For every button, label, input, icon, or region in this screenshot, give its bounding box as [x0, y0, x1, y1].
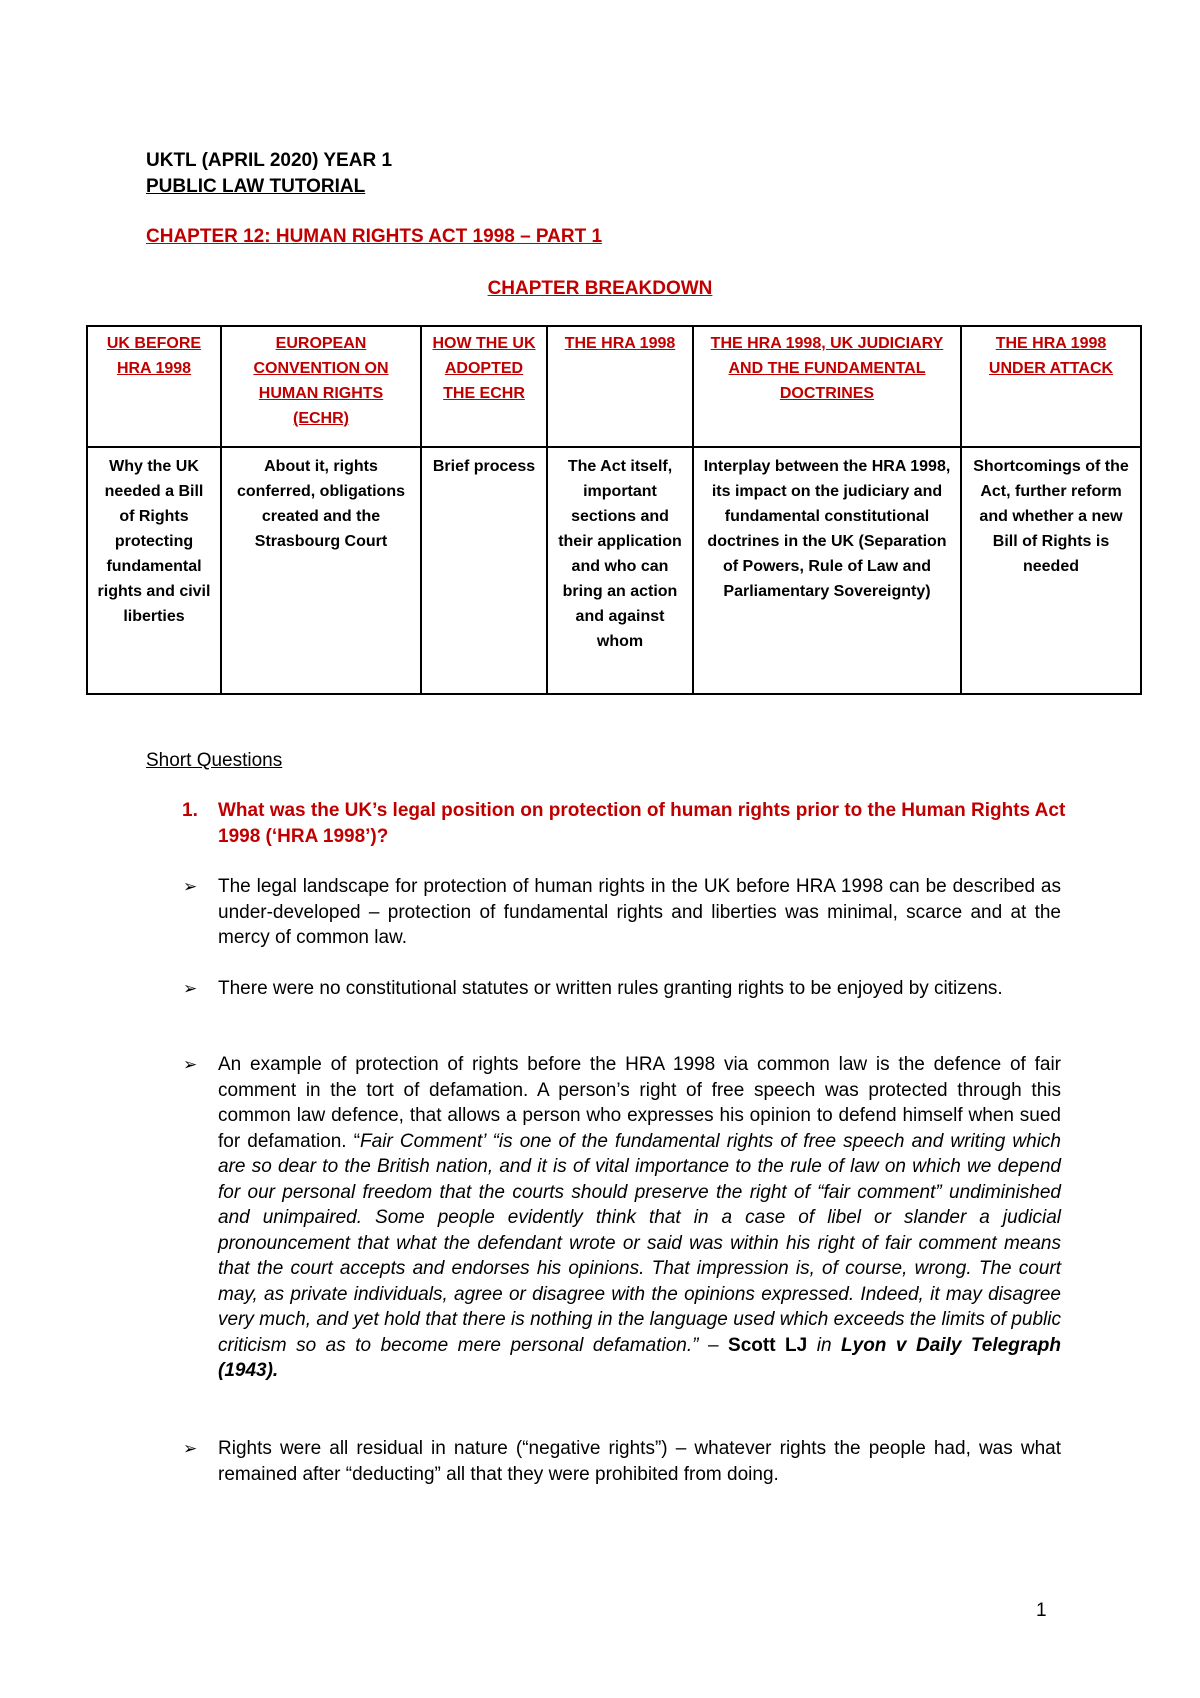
table-cell: Interplay between the HRA 1998, its impact on the judiciary and fundamental constitutional doctrines in the UK (Separation of Powers, Rule of Law and Parliamentary Sovereignty)	[693, 447, 961, 694]
short-questions-heading: Short Questions	[146, 750, 283, 771]
table-header-cell: HOW THE UK ADOPTED THE ECHR	[421, 326, 547, 447]
table-cell: The Act itself, important sections and their application and who can bring an action and against whom	[547, 447, 693, 694]
table-cell: Why the UK needed a Bill of Rights protecting fundamental rights and civil liberties	[87, 447, 221, 694]
bullet-point	[183, 976, 1061, 1002]
arrow-bullet-icon: ➢	[183, 1439, 198, 1458]
bullet-point	[183, 1436, 1061, 1487]
question-text: What was the UK’s legal position on protection of human rights prior to the Human Rights Act 1998 (‘HRA 1998’)?	[218, 800, 1066, 847]
in-connector: in	[807, 1334, 842, 1356]
table-cell: About it, rights conferred, obligations created and the Strasbourg Court	[221, 447, 421, 694]
bullet-text: Rights were all residual in nature (“negative rights”) – whatever rights the people had, was what remained after “deducting” all that they were prohibited from doing.	[218, 1438, 1061, 1485]
table-header-cell: EUROPEAN CONVENTION ON HUMAN RIGHTS (ECHR)	[221, 326, 421, 447]
chapter-title: CHAPTER 12: HUMAN RIGHTS ACT 1998 – PART 1	[146, 226, 603, 247]
bullet-text: There were no constitutional statutes or written rules granting rights to be enjoyed by citizens.	[218, 978, 1003, 999]
judicial-quote: ’ “is one of the fundamental rights of free speech and writing which are so dear to the British nation, and it is of vital importance to the rule of law on which we depend for our personal freedom that the courts should preserve the right of “fair comment” undiminished and unimpaired. Some people evidently think that in a case of libel or slander a judicial pronouncement that what the defendant wrote or said was within his right of fair comment means that the court accepts and endorses his opinions. That impression is, of course, wrong. The court may, as private individuals, agree or disagree with the opinions expressed. Indeed, it may disagree very much, and yet hold that there is nothing in the language used which exceeds the limits of public criticism so as to become mere personal defamation.” –	[218, 1130, 1061, 1356]
fair-comment-term: Fair Comment	[360, 1130, 483, 1152]
bullet-intro: An example of protection of rights before the HRA 1998 via common law is the defence of fair comment in the tort of defamation. A person’s right of free speech was protected through this common law defence, that allows a person who expresses his opinion to defend himself when sued for defamation. “	[218, 1054, 1061, 1152]
arrow-bullet-icon: ➢	[183, 979, 198, 998]
table-cell: Brief process	[421, 447, 547, 694]
arrow-bullet-icon: ➢	[183, 877, 198, 896]
table-header-cell: THE HRA 1998 UNDER ATTACK	[961, 326, 1141, 447]
bullet-text	[218, 1052, 1061, 1384]
tutorial-title: PUBLIC LAW TUTORIAL	[146, 176, 366, 197]
table-header-cell: UK BEFORE HRA 1998	[87, 326, 221, 447]
question-number: 1.	[182, 800, 198, 821]
judge-name: Scott LJ	[728, 1334, 808, 1356]
table-row	[87, 447, 1141, 694]
table-header-cell: THE HRA 1998, UK JUDICIARY AND THE FUNDAMENTAL DOCTRINES	[693, 326, 961, 447]
chapter-breakdown-table	[86, 325, 1142, 695]
bullet-text: The legal landscape for protection of human rights in the UK before HRA 1998 can be described as under-developed – protection of fundamental rights and liberties was minimal, scarce and at the mercy of common law.	[218, 876, 1061, 948]
breakdown-title: CHAPTER BREAKDOWN	[487, 278, 713, 299]
bullet-point	[183, 1052, 1061, 1384]
arrow-bullet-icon: ➢	[183, 1055, 198, 1074]
case-citation: Lyon v Daily Telegraph (1943).	[218, 1334, 1061, 1381]
table-header-cell: THE HRA 1998	[547, 326, 693, 447]
course-title: UKTL (APRIL 2020) YEAR 1	[146, 150, 393, 171]
bullet-point	[183, 874, 1061, 951]
page-number: 1	[1036, 1600, 1047, 1621]
table-header-row	[87, 326, 1141, 447]
table-cell: Shortcomings of the Act, further reform and whether a new Bill of Rights is needed	[961, 447, 1141, 694]
